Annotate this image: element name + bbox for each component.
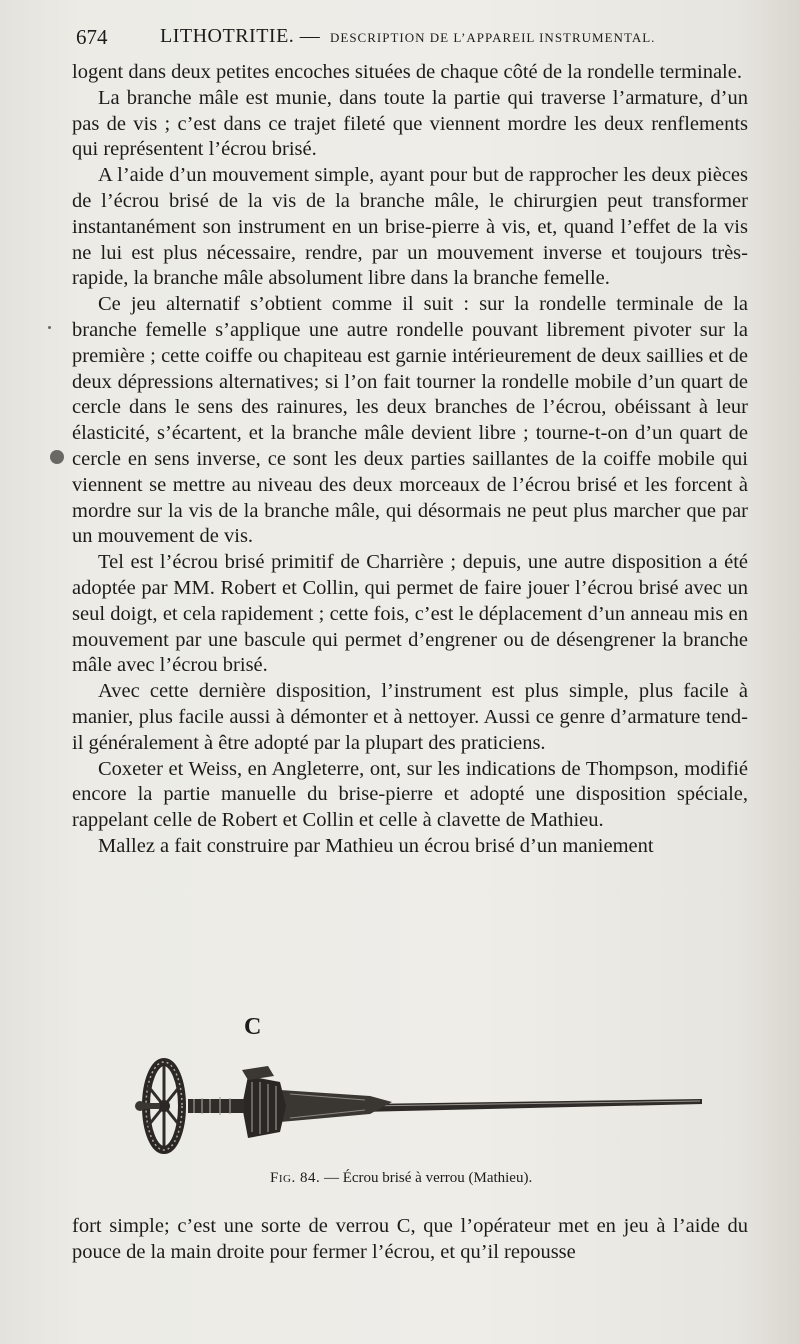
paragraph-1: logent dans deux petites encoches situées de chaque côté de la rondelle terminale. xyxy=(72,61,742,83)
margin-speck xyxy=(50,450,64,464)
paragraph-continuation: fort simple; c’est une sorte de verrou C, que l’opérateur met en jeu à l’aide du pouce de la main droite pour fermer l’écrou, et qu’il repousse xyxy=(72,1215,748,1263)
paragraph-6: Avec cette dernière disposition, l’instrument est plus simple, plus facile à manier, plus facile aussi à démonter et à nettoyer. Aussi ce genre d’armature tend-il généralement à être adopté par la plupart des praticiens. xyxy=(72,680,748,754)
page-number: 674 xyxy=(76,25,108,49)
paragraph-8: Mallez a fait construire par Mathieu un écrou brisé d’un maniement xyxy=(98,834,654,857)
paragraph-4: Ce jeu alternatif s’obtient comme il suit : sur la rondelle terminale de la branche femelle s’applique une autre rondelle pouvant librement pivoter sur la première ; cette coiffe ou chapiteau est garnie intérieurement de deux saillies et de deux dépressions alternatives; si l’on fait tourner la rondelle mobile d’un quart de cercle dans le sens des rainures, les deux branches de l’écrou, obéissant à leur élasticité, s’écartent, et la branche mâle devient libre ; tourne-t-on d’un quart de cercle en sens inverse, ce sont les deux parties saillantes de la coiffe mobile qui viennent se mettre au niveau des deux morceaux de l’écrou brisé et les forcent à mordre sur la vis de la branche mâle, qui désormais ne peut plus marcher que par un mouvement de vis. xyxy=(72,293,748,548)
figure-letter-c: C xyxy=(244,1014,262,1040)
figure-84 xyxy=(130,1012,710,1192)
caption-text: — Écrou brisé à verrou (Mathieu). xyxy=(323,1170,533,1186)
instrument-neck xyxy=(188,1099,244,1113)
body-text xyxy=(72,60,748,860)
running-header xyxy=(72,22,762,52)
lithotrite-illustration xyxy=(130,1052,710,1172)
paragraph-3: A l’aide d’un mouvement simple, ayant pour but de rapprocher les deux pièces de l’écrou brisé de la vis de la branche mâle, le chirurgien peut transformer instantanément son instrument en un brise-pierre à vis, et, quand l’effet de la vis ne lui est plus nécessaire, rendre, par un mouvement inverse et toujours très-rapide, la branche mâle absolument libre dans la branche femelle. xyxy=(72,164,748,290)
paragraph-2: La branche mâle est munie, dans toute la partie qui traverse l’armature, d’un pas de vis ; c’est dans ce trajet fileté que viennent mordre les deux renflements qui représentent l’écrou brisé. xyxy=(72,86,748,161)
figure-caption xyxy=(270,1170,670,1187)
header-title: LITHOTRITIE. — xyxy=(160,25,321,47)
margin-speck-small xyxy=(48,326,51,329)
continuation-text xyxy=(72,1214,748,1266)
lock-verrou xyxy=(242,1066,274,1080)
paragraph-5: Tel est l’écrou brisé primitif de Charrière ; depuis, une autre disposition a été adoptée par MM. Robert et Collin, qui permet de faire jouer l’écrou brisé avec un seul doigt, et cela rapidement ; cette fois, c’est le déplacement d’un anneau mis en mouvement par une bascule qui permet d’engrener ou de désengrener la branche mâle avec l’écrou brisé. xyxy=(72,551,748,677)
header-subtitle: DESCRIPTION DE L’APPAREIL INSTRUMENTAL. xyxy=(330,30,656,45)
broken-nut-armature xyxy=(242,1076,286,1138)
figure-label: Fig. 84. xyxy=(270,1170,321,1186)
paragraph-7: Coxeter et Weiss, en Angleterre, ont, sur les indications de Thompson, modifié encore la partie manuelle du brise-pierre et adopté une disposition spéciale, rappelant celle de Robert et Collin et celle à clavette de Mathieu. xyxy=(72,757,748,832)
